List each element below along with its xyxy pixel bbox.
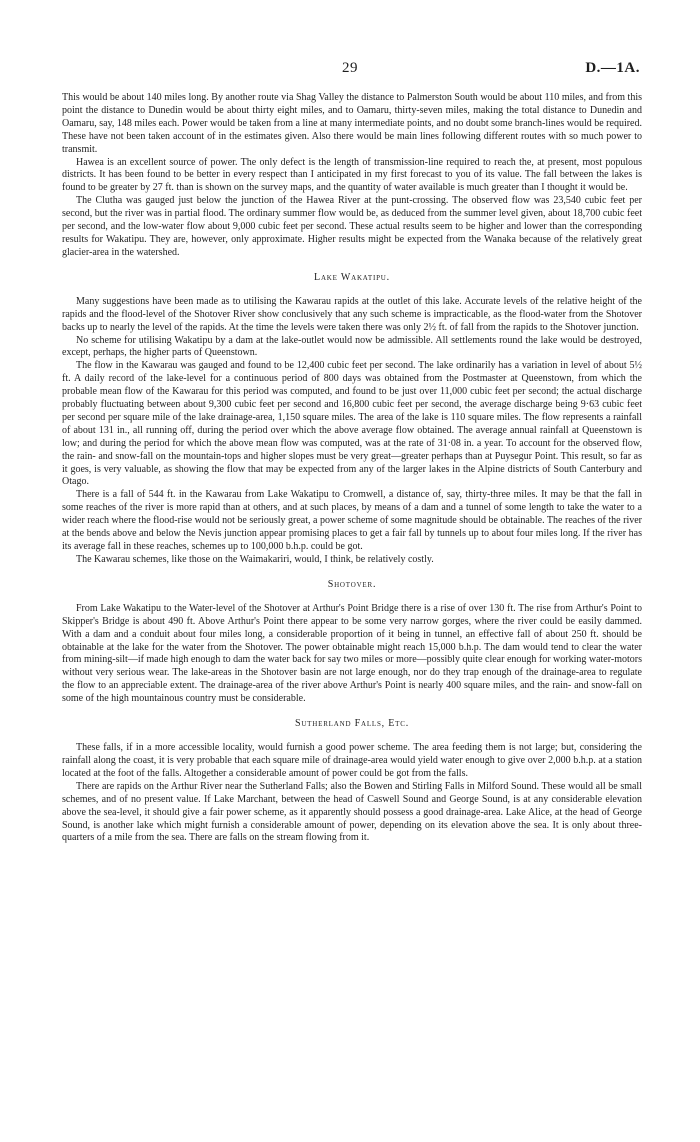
paragraph: The Kawarau schemes, like those on the Waimakariri, would, I think, be relatively costly.	[76, 553, 434, 565]
paragraph: No scheme for utilising Wakatipu by a dam at the lake-outlet would now be admissible. All settlements round the lake would be destroyed, except, perhaps, the higher parts of Queenstown.	[62, 334, 642, 359]
page-body	[62, 92, 642, 845]
page-number: 29	[342, 60, 358, 76]
paragraph: These falls, if in a more accessible locality, would furnish a good power scheme. The area feeding them is not large; but, considering the rainfall along the coast, it is very probable that each square mile of drainage-area would yield water enough to give over 2,000 b.h.p. at a station located at the foot of the falls. Altogether a considerable amount of power could be got from the falls.	[62, 742, 642, 779]
paragraph: There is a fall of 544 ft. in the Kawarau from Lake Wakatipu to Cromwell, a distance of, say, thirty-three miles. It may be that the fall in some reaches of the river is more rapid than at others, and at such places, by means of a dam and a tunnel of some length to take the water to a wider reach where the flood-rise would not be seriously great, a power scheme of some magnitude should be obtainable. The reaches of the river at the bends above and below the Nevis junction appear promising places to get a fair fall by tunnels up to about four miles long. If the river has its average fall in these reaches, schemes up to 100,000 b.h.p. could be got.	[62, 489, 642, 552]
section-heading-sutherland-falls: Sutherland Falls, Etc.	[294, 718, 410, 730]
paragraph: There are rapids on the Arthur River near the Sutherland Falls; also the Bowen and Stirling Falls in Milford Sound. These would all be small schemes, and of no present value. If Lake Marchant, between the head of Caswell Sound and George Sound, is at any considerable elevation above the sea-level, it should give a fair power scheme, as it apparently should possess a good drainage-area. Lake Alice, at the head of George Sound, is another lake which might furnish a considerable amount of power, depending on its elevation above the sea. It is only about three-quarters of a mile from the sea. There are falls on the stream flowing from it.	[62, 780, 642, 844]
paragraph: The Clutha was gauged just below the junction of the Hawea River at the punt-crossing. The observed flow was 23,540 cubic feet per second, but the river was in partial flood. The ordinary summer flow would be, as deduced from the summer level given, about 18,700 cubic feet per second, and the low-water flow about 9,000 cubic feet per second. These actual results seem to be higher and lower than the corresponding results for Wakatipu. They are, however, only approximate. Higher results might be expected from the Wanaka because of the relatively great glacier-area in the watershed.	[62, 195, 642, 258]
paragraph: The flow in the Kawarau was gauged and found to be 12,400 cubic feet per second. The lake ordinarily has a variation in level of about 5½ ft. A daily record of the lake-level for a continuous period of 800 days was obtained from the Postmaster at Queenstown, from which the probable mean flow of the Kawarau for this period was computed, and found to be just over 11,000 cubic feet per second; the actual discharge probably fluctuating between about 9,300 cubic feet per second and 16,800 cubic feet per second, the average discharge being 9·63 cubic feet per second per square mile of the lake drainage-area, 1,150 square miles. The area of the lake is 110 square miles. The flow represents a rainfall of about 131 in., all running off, during the period over which the above average flow obtained. The average annual rainfall at Queenstown is low; and during the period for which the above mean flow was computed, was at the rate of 31·08 in. a year. To account for the observed flow, the rain- and snow-fall on the mountain-tops and higher slopes must be very great—greater perhaps than at Puysegur Point. This result, so far as it goes, is very valuable, as showing the flow that may be expected from any of the larger lakes in the Alpine districts of South Canterbury and Otago.	[62, 360, 642, 488]
page-header	[60, 60, 640, 80]
document-reference: D.—1A.	[585, 60, 640, 76]
paragraph: Many suggestions have been made as to utilising the Kawarau rapids at the outlet of this lake. Accurate levels of the relative height of the rapids and the flood-level of the Shotover River show conclusively that any such scheme is impracticable, as the flood-water from the Shotover backs up to nearly the level of the rapids. At the time the levels were taken there was only 2½ ft. of fall from the rapids to the Shotover junction.	[62, 295, 642, 333]
paragraph: This would be about 140 miles long. By another route via Shag Valley the distance to Palmerston South would be about 110 miles, and from this point the distance to Dunedin would be about thirty eight miles, and to Oamaru, thirty-seven miles, making the total distance to Dunedin and Oamaru, say, 148 miles each. Power would be taken from a line at many intermediate points, and no doubt some branch-lines would be required. These have not been taken account of in the estimates given. Also there would be main lines following different routes with so much power to transmit.	[62, 92, 642, 155]
section-heading-lake-wakatipu: Lake Wakatipu.	[314, 271, 390, 283]
section-heading-shotover: Shotover.	[327, 578, 377, 590]
paragraph: From Lake Wakatipu to the Water-level of the Shotover at Arthur's Point Bridge there is a rise of over 130 ft. The rise from Arthur's Point to Skipper's Bridge is about 490 ft. Above Arthur's Point there appear to be some very narrow gorges, where the river could be easily dammed. With a dam and a conduit about four miles long, a considerable proportion of it being in tunnel, an effective fall of about 250 ft. should be obtainable at the lake for the water from the Shotover. The power obtainable might reach 15,000 b.h.p. The dam would tend to clear the water from mining-silt—if made high enough to dam the water back for say two miles or more—possibly quite clear enough for working water-motors without very serious wear. The lake-areas in the Shotover basin are not large enough, nor do they trap enough of the drainage-area to regulate the flow to an appreciable extent. The drainage-area of the river above Arthur's Point is nearly 400 square miles, and the rain- and snow-fall on some of the high mountainous country must be considerable.	[62, 602, 642, 705]
paragraph: Hawea is an excellent source of power. The only defect is the length of transmission-line required to reach the, at present, most populous districts. It has been found to be better in every respect than I anticipated in my first forecast to you of its value. The fall between the lakes is found to be greater by 27 ft. than is shown on the survey maps, and the quantity of water available is much greater than I thought it would be.	[62, 156, 642, 194]
